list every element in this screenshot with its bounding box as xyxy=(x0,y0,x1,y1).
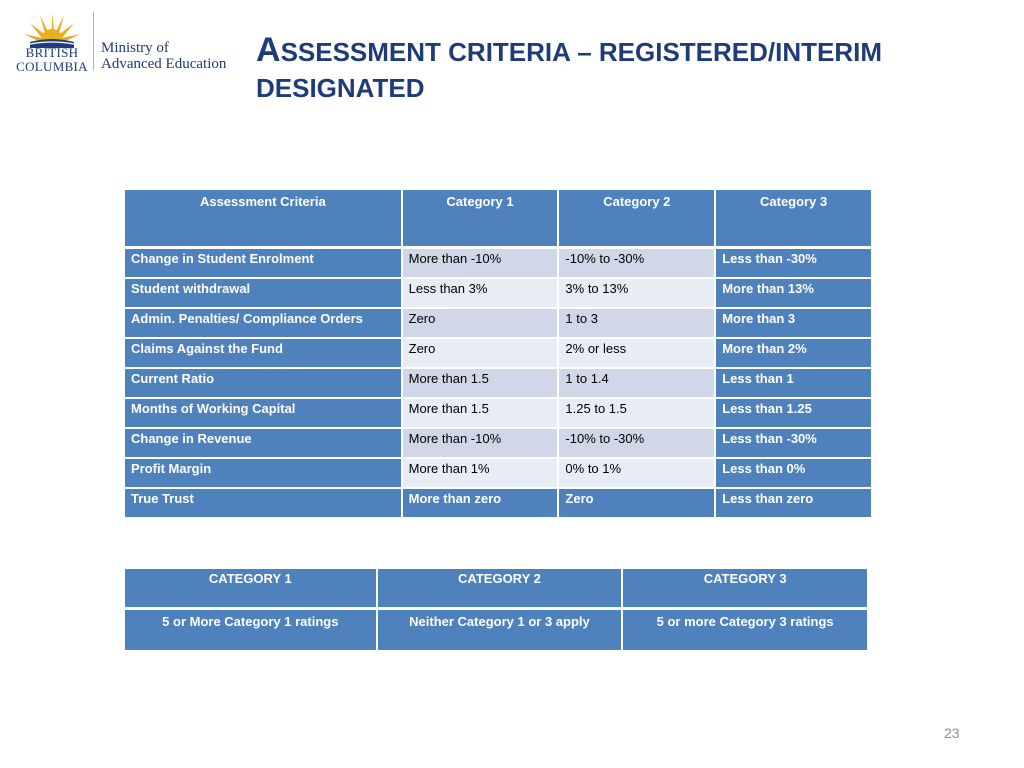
category-1-cell: More than 1.5 xyxy=(403,399,560,429)
summary-header-category-2: CATEGORY 2 xyxy=(378,569,624,610)
table-row xyxy=(125,489,871,519)
criteria-cell: Change in Student Enrolment xyxy=(125,249,403,279)
category-2-cell: 2% or less xyxy=(559,339,716,369)
sun-icon xyxy=(22,10,82,48)
logo-divider xyxy=(93,12,94,70)
summary-category-1-rule: 5 or More Category 1 ratings xyxy=(125,610,378,650)
header-assessment-criteria: Assessment Criteria xyxy=(125,190,403,249)
table-row xyxy=(125,429,871,459)
category-2-cell: Zero xyxy=(559,489,716,519)
slide-title xyxy=(256,32,956,106)
logo-line1: BRITISH xyxy=(25,45,79,60)
criteria-cell: Admin. Penalties/ Compliance Orders xyxy=(125,309,403,339)
summary-category-3-rule: 5 or more Category 3 ratings xyxy=(623,610,867,650)
criteria-cell: Change in Revenue xyxy=(125,429,403,459)
bc-ministry-logo xyxy=(12,10,227,75)
category-2-cell: 0% to 1% xyxy=(559,459,716,489)
category-1-cell: More than -10% xyxy=(403,429,560,459)
ministry-line2: Advanced Education xyxy=(101,56,227,72)
header-category-1: Category 1 xyxy=(403,190,560,249)
table-header-row xyxy=(125,190,871,249)
criteria-cell: True Trust xyxy=(125,489,403,519)
table-row xyxy=(125,279,871,309)
category-3-cell: Less than 0% xyxy=(716,459,871,489)
category-3-cell: Less than 1.25 xyxy=(716,399,871,429)
category-1-cell: Less than 3% xyxy=(403,279,560,309)
bc-wordmark xyxy=(12,46,92,74)
category-1-cell: More than zero xyxy=(403,489,560,519)
category-3-cell: Less than -30% xyxy=(716,249,871,279)
category-3-cell: More than 2% xyxy=(716,339,871,369)
category-2-cell: 3% to 13% xyxy=(559,279,716,309)
category-3-cell: More than 3 xyxy=(716,309,871,339)
table-row xyxy=(125,339,871,369)
table-row xyxy=(125,399,871,429)
category-3-cell: Less than 1 xyxy=(716,369,871,399)
summary-value-row xyxy=(125,610,867,650)
category-3-cell: Less than zero xyxy=(716,489,871,519)
category-1-cell: More than 1.5 xyxy=(403,369,560,399)
criteria-cell: Months of Working Capital xyxy=(125,399,403,429)
title-line1-rest: SSESSMENT CRITERIA – REGISTERED/INTERIM xyxy=(280,37,883,67)
table-row xyxy=(125,249,871,279)
page-number: 23 xyxy=(944,725,960,741)
category-2-cell: 1 to 1.4 xyxy=(559,369,716,399)
header-category-2: Category 2 xyxy=(559,190,716,249)
summary-header-category-1: CATEGORY 1 xyxy=(125,569,378,610)
summary-header-row xyxy=(125,569,867,610)
category-2-cell: -10% to -30% xyxy=(559,249,716,279)
category-2-cell: 1.25 to 1.5 xyxy=(559,399,716,429)
table-row xyxy=(125,369,871,399)
criteria-cell: Profit Margin xyxy=(125,459,403,489)
header-category-3: Category 3 xyxy=(716,190,871,249)
category-3-cell: Less than -30% xyxy=(716,429,871,459)
summary-header-category-3: CATEGORY 3 xyxy=(623,569,867,610)
criteria-cell: Student withdrawal xyxy=(125,279,403,309)
criteria-cell: Current Ratio xyxy=(125,369,403,399)
category-2-cell: 1 to 3 xyxy=(559,309,716,339)
assessment-criteria-table xyxy=(125,190,871,519)
summary-category-2-rule: Neither Category 1 or 3 apply xyxy=(378,610,624,650)
category-2-cell: -10% to -30% xyxy=(559,429,716,459)
category-1-cell: Zero xyxy=(403,339,560,369)
table-row xyxy=(125,309,871,339)
category-summary-table xyxy=(125,569,867,650)
category-1-cell: Zero xyxy=(403,309,560,339)
criteria-cell: Claims Against the Fund xyxy=(125,339,403,369)
category-1-cell: More than -10% xyxy=(403,249,560,279)
category-1-cell: More than 1% xyxy=(403,459,560,489)
table-row xyxy=(125,459,871,489)
ministry-line1: Ministry of xyxy=(101,40,169,56)
ministry-name xyxy=(101,40,226,72)
logo-line2: COLUMBIA xyxy=(16,59,88,74)
title-first-letter: A xyxy=(256,31,281,69)
title-line2: DESIGNATED xyxy=(256,73,425,103)
category-3-cell: More than 13% xyxy=(716,279,871,309)
